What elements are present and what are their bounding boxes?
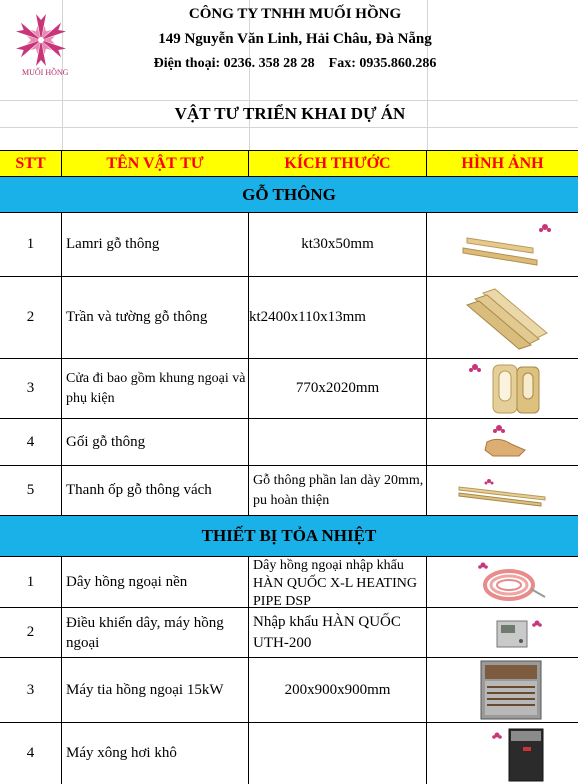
wood-strips-icon [453,220,553,270]
table-row [0,359,578,419]
row-size: Dây hồng ngoại nhập khẩu HÀN QUỐC X-L HEATING PIPE DSP [249,557,427,607]
section-title: THIẾT BỊ TỎA NHIỆT [201,526,377,545]
row-size: Gỗ thông phần lan dày 20mm, pu hoàn thiện [249,466,427,515]
row-size: kt30x50mm [249,213,427,276]
company-name: CÔNG TY TNHH MUỐI HỒNG [188,6,402,22]
table-row [0,419,578,466]
logo-text: MUỐI HỒNG [22,68,69,77]
company-address: 149 Nguyễn Văn Linh, Hải Châu, Đà Nẵng [158,31,432,47]
row-size: 200x900x900mm [249,658,427,722]
sauna-heater-icon [453,725,553,783]
row-name: Máy xông hơi khô [62,723,249,784]
table-row [0,213,578,277]
table-row [0,277,578,359]
col-size: KÍCH THƯỚC [249,151,427,176]
table-header [0,150,578,177]
row-image [427,213,578,276]
row-name: Máy tia hồng ngoại 15kW [62,658,249,722]
page-title: VẬT TƯ TRIỂN KHAI DỰ ÁN [174,104,406,123]
row-image [427,419,578,465]
row-stt: 5 [0,466,62,515]
row-size [249,419,427,465]
wood-headrest-icon [453,422,553,462]
row-image [427,723,578,784]
row-name: Cửa đi bao gồm khung ngoại và phụ kiện [62,359,249,418]
row-size: Nhập khẩu HÀN QUỐC UTH-200 [249,608,427,657]
row-name: Gối gỗ thông [62,419,249,465]
infrared-heater-icon [453,659,553,721]
table-row [0,466,578,516]
table-row [0,723,578,784]
row-stt: 1 [0,213,62,276]
wood-trim-icon [453,471,553,511]
row-stt: 4 [0,419,62,465]
row-image [427,466,578,515]
controller-icon [453,611,553,655]
col-name: TÊN VẬT TƯ [62,151,249,176]
row-image [427,608,578,657]
row-stt: 3 [0,658,62,722]
row-image [427,557,578,607]
table-row [0,608,578,658]
row-image [427,359,578,418]
table-row [0,658,578,723]
row-name: Thanh ốp gỗ thông vách [62,466,249,515]
heating-cable-icon [453,559,553,605]
row-name: Lamri gỗ thông [62,213,249,276]
row-size: kt2400x110x13mm [249,277,427,358]
col-image: HÌNH ẢNH [461,154,544,172]
row-stt: 2 [0,277,62,358]
company-header [0,0,578,100]
row-name: Dây hồng ngoại nền [62,557,249,607]
section-title: GỖ THÔNG [242,184,336,204]
row-stt: 3 [0,359,62,418]
row-size [249,723,427,784]
row-name: Điều khiển dây, máy hồng ngoại [62,608,249,657]
row-stt: 1 [0,557,62,607]
wood-planks-icon [453,285,553,351]
row-image [427,277,578,358]
row-size: 770x2020mm [249,359,427,418]
company-contact: Điện thoại: 0236. 358 28 28 Fax: 0935.860.286 [153,56,437,71]
col-stt: STT [0,151,62,176]
row-image [427,658,578,722]
wooden-door-icon [453,361,553,417]
section-row-go-thong [0,177,578,213]
section-row-thiet-bi [0,516,578,557]
row-name: Trần và tường gỗ thông [62,277,249,358]
table-row [0,557,578,608]
row-stt: 4 [0,723,62,784]
row-stt: 2 [0,608,62,657]
